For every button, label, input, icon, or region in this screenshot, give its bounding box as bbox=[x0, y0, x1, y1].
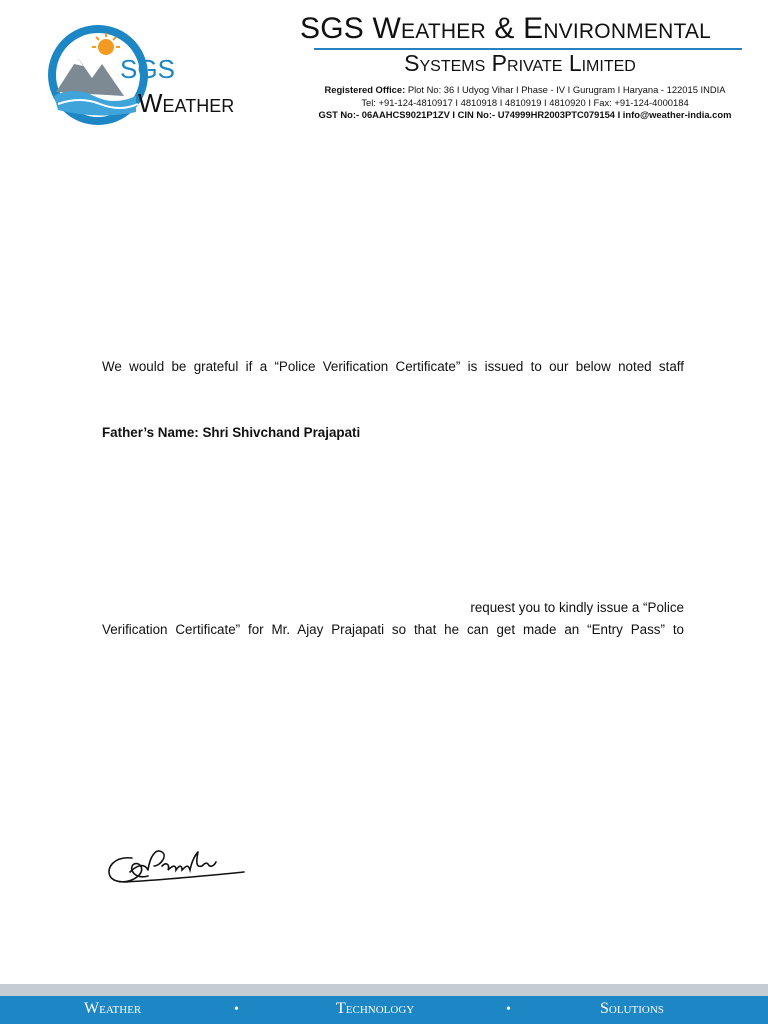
contact-block bbox=[300, 84, 750, 122]
footer-item-solutions: Solutions bbox=[600, 1000, 664, 1017]
letter-paragraph-1: We would be grateful if a “Police Verification Certificate” is issued to our below noted staff bbox=[102, 359, 684, 374]
registered-office-line bbox=[300, 84, 750, 97]
father-name: Father’s Name: Shri Shivchand Prajapati bbox=[102, 425, 361, 440]
logo-text-weather: Weather bbox=[138, 88, 235, 118]
footer-item-weather: Weather bbox=[84, 1000, 142, 1017]
letter-paragraph-2-line-2: Verification Certificate” for Mr. Ajay Prajapati so that he can get made an “Entry Pass” to bbox=[102, 622, 684, 637]
company-name: SGS Weather & Environmental bbox=[300, 12, 712, 45]
footer-separator: • bbox=[506, 1002, 511, 1017]
registered-office-address: Plot No: 36 I Udyog Vihar I Phase - IV I Gurugram I Haryana - 122015 INDIA bbox=[407, 84, 726, 95]
company-logo bbox=[40, 20, 270, 130]
footer-separator: • bbox=[234, 1002, 239, 1017]
signature-image bbox=[104, 836, 254, 892]
footer-accent-bar bbox=[0, 984, 768, 996]
gst-cin-line: GST No:- 06AAHCS9021P1ZV I CIN No:- U74999HR2003PTC079154 I info@weather-india.com bbox=[318, 109, 732, 120]
company-subtitle: Systems Private Limited bbox=[404, 50, 636, 76]
registered-office-label: Registered Office: bbox=[324, 84, 406, 95]
footer-item-technology: Technology bbox=[336, 1000, 415, 1017]
footer-band bbox=[0, 996, 768, 1024]
logo-text-sgs: SGS bbox=[120, 54, 175, 84]
tel-fax-line: Tel: +91-124-4810917 I 4810918 I 4810919 I 4810920 I Fax: +91-124-4000184 bbox=[361, 96, 689, 108]
letter-paragraph-2-line-1: request you to kindly issue a “Police bbox=[470, 600, 684, 615]
